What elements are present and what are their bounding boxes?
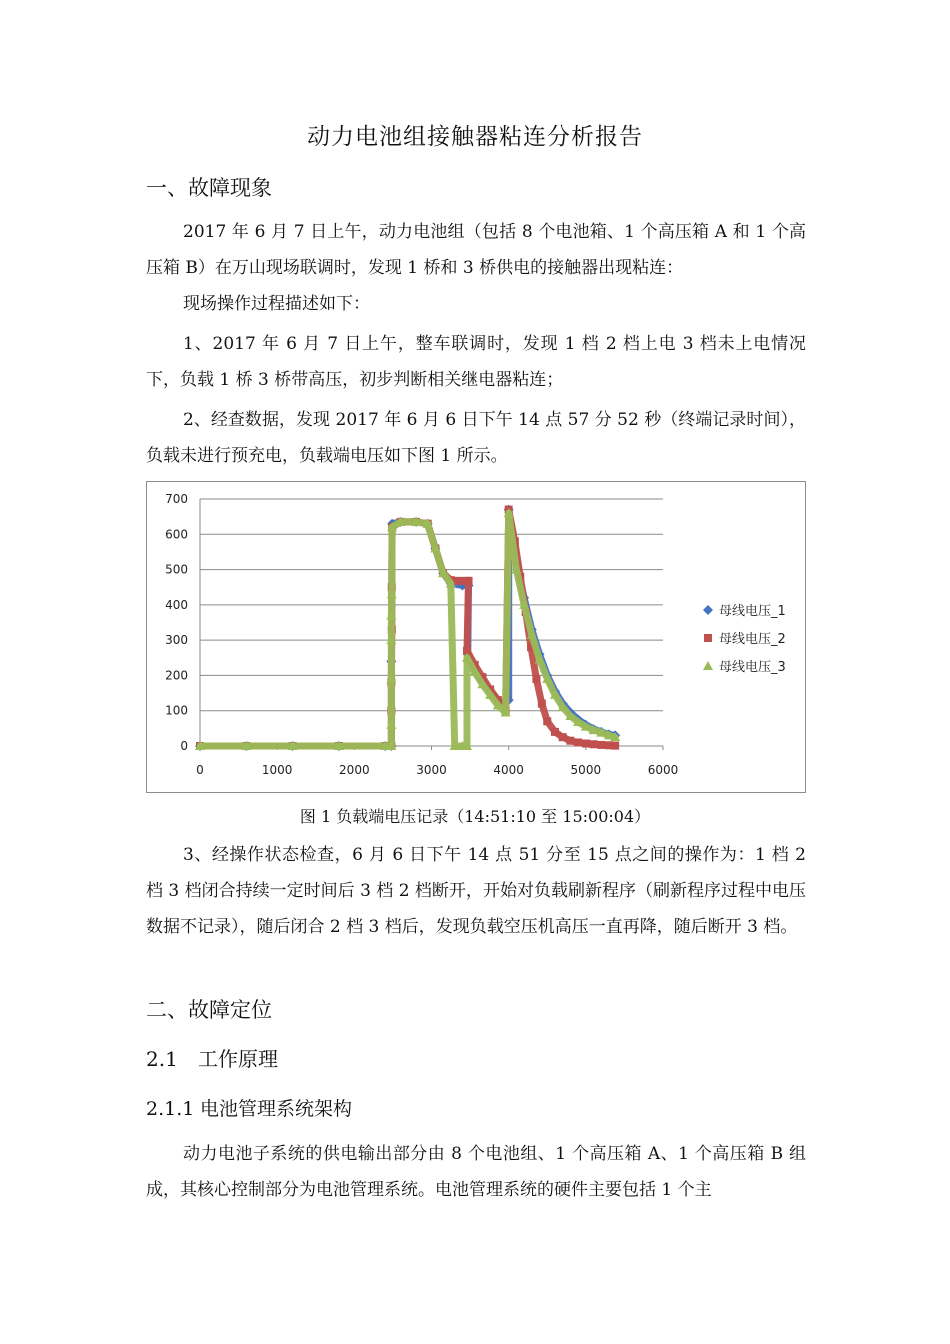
y-tick-label: 600 bbox=[165, 527, 188, 542]
data-point bbox=[465, 577, 473, 585]
y-tick-label: 0 bbox=[180, 739, 188, 753]
data-point bbox=[597, 741, 605, 749]
x-tick-label: 5000 bbox=[570, 763, 602, 777]
subsection-title: 工作原理 bbox=[198, 1047, 278, 1071]
data-point bbox=[551, 728, 559, 736]
document-title: 动力电池组接触器粘连分析报告 bbox=[307, 124, 643, 150]
subsection-number: 2.1.1 bbox=[146, 1098, 195, 1120]
legend-label: 母线电压_2 bbox=[719, 632, 786, 647]
legend-item bbox=[703, 659, 786, 675]
x-tick-label: 4000 bbox=[493, 763, 524, 777]
y-tick-label: 400 bbox=[165, 597, 188, 612]
paragraph-step-2: 2、经查数据，发现 2017 年 6 月 6 日下午 14 点 57 分 52 秒（终端记录时间），负载未进行预充电，负载端电压如下图 1 所示。 bbox=[146, 410, 806, 466]
x-tick-label: 2000 bbox=[339, 763, 370, 777]
series-1 bbox=[195, 505, 620, 751]
paragraph-step-1: 1、2017 年 6 月 7 日上午，整车联调时，发现 1 档 2 档上电 3 档未上电情况下，负载 1 桥 3 桥带高压，初步判断相关继电器粘连； bbox=[146, 334, 806, 390]
y-tick-label: 500 bbox=[165, 562, 188, 577]
data-point bbox=[574, 738, 582, 746]
y-tick-label: 100 bbox=[165, 703, 188, 718]
data-point bbox=[455, 577, 463, 585]
x-tick-label: 3000 bbox=[416, 763, 447, 777]
paragraph-process-intro: 现场操作过程描述如下： bbox=[183, 294, 370, 314]
data-point bbox=[582, 740, 590, 748]
data-point bbox=[704, 634, 712, 642]
paragraph-fault-summary: 2017 年 6 月 7 日上午，动力电池组（包括 8 个电池箱、1 个高压箱 A 和 1 个高压箱 B）在万山现场联调时，发现 1 桥和 3 桥供电的接触器出现粘连： bbox=[146, 222, 806, 278]
data-point bbox=[543, 717, 551, 725]
data-point bbox=[611, 742, 619, 750]
x-tick-label: 0 bbox=[196, 763, 204, 777]
subsection-title: 电池管理系统架构 bbox=[200, 1098, 353, 1120]
series-3 bbox=[195, 508, 620, 750]
data-point bbox=[538, 700, 546, 708]
figure-caption: 图 1 负载端电压记录（14:51:10 至 15:00:04） bbox=[299, 807, 651, 826]
subsection-heading-2-1 bbox=[146, 1043, 278, 1072]
y-tick-label: 300 bbox=[165, 633, 188, 648]
series-2 bbox=[196, 506, 619, 750]
voltage-chart-svg bbox=[147, 482, 807, 794]
data-point bbox=[703, 605, 713, 615]
y-tick-label: 200 bbox=[165, 668, 188, 683]
chart-series bbox=[195, 505, 620, 751]
legend-label: 母线电压_1 bbox=[719, 604, 786, 619]
chart-legend bbox=[703, 603, 786, 675]
voltage-chart bbox=[146, 481, 806, 793]
legend-label: 母线电压_3 bbox=[719, 660, 786, 675]
x-tick-label: 6000 bbox=[647, 763, 679, 777]
subsection-heading-2-1-1 bbox=[146, 1094, 352, 1121]
section-heading-1: 一、故障现象 bbox=[146, 176, 272, 200]
data-point bbox=[532, 675, 540, 683]
data-point bbox=[559, 733, 567, 741]
data-point bbox=[566, 737, 574, 745]
legend-item bbox=[704, 631, 786, 647]
y-tick-label: 700 bbox=[165, 492, 188, 506]
data-point bbox=[703, 661, 713, 670]
paragraph-step-3: 3、经操作状态检查，6 月 6 日下午 14 点 51 分至 15 点之间的操作为：1 档 2 档 3 档闭合持续一定时间后 3 档 2 档断开，开始对负载刷新程序（刷新程序过程中电压数据不记录），随后闭合 2 档 3 档后，发现负载空压机高压一直再降，随后断开 3 档。 bbox=[146, 845, 806, 937]
data-point bbox=[590, 740, 598, 748]
subsection-number: 2.1 bbox=[146, 1047, 178, 1071]
paragraph-bms-architecture: 动力电池子系统的供电输出部分由 8 个电池组、1 个高压箱 A、1 个高压箱 B 组成，其核心控制部分为电池管理系统。电池管理系统的硬件主要包括 1 个主 bbox=[146, 1144, 806, 1200]
legend-item bbox=[703, 603, 786, 619]
x-tick-label: 1000 bbox=[261, 763, 293, 777]
section-heading-2: 二、故障定位 bbox=[146, 998, 272, 1022]
